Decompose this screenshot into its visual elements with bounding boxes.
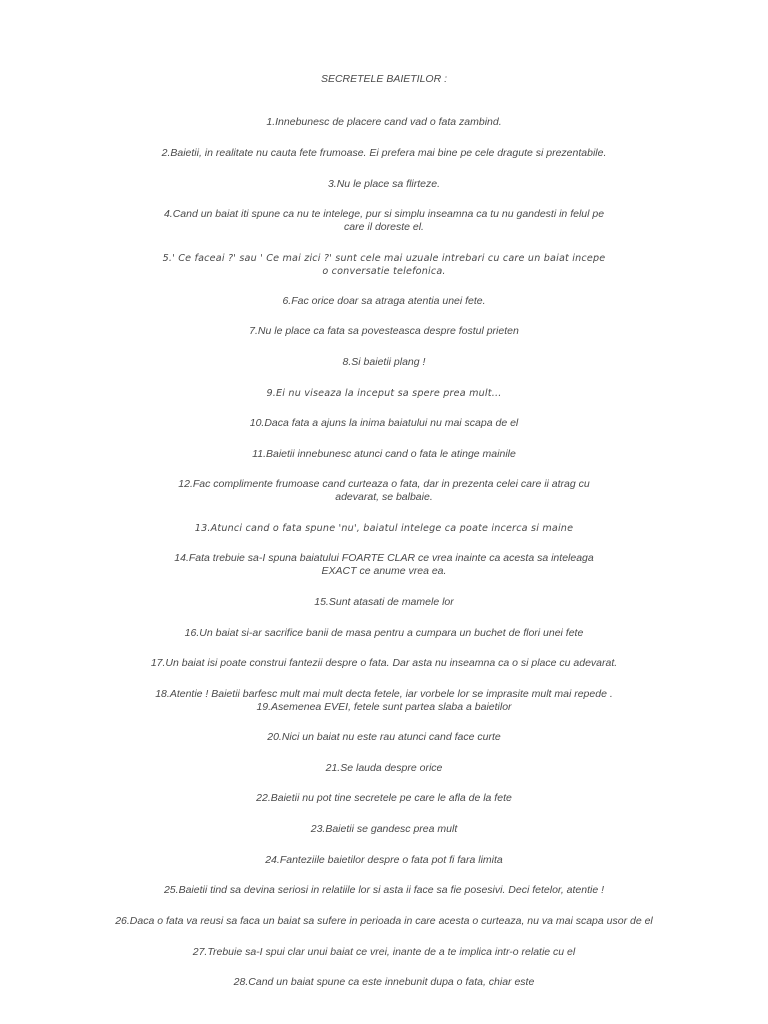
list-item: 12.Fac complimente frumoase cand curteaza o fata, dar in prezenta celei care ii atrag cu adevarat, se balbaie. — [178, 478, 590, 503]
list-item: 22.Baietii nu pot tine secretele pe care le afla de la fete — [256, 792, 512, 804]
list-item: 28.Cand un baiat spune ca este innebunit dupa o fata, chiar este — [233, 976, 535, 988]
document-title: SECRETELE BAIETILOR : — [320, 73, 448, 85]
list-item: 3.Nu le place sa flirteze. — [327, 178, 441, 190]
list-item: 19.Asemenea EVEI, fetele sunt partea slaba a baietilor — [256, 701, 512, 713]
list-item: 9.Ei nu viseaza la inceput sa spere prea mult... — [266, 388, 502, 399]
list-item: 5.' Ce faceai ?' sau ' Ce mai zici ?' sunt cele mai uzuale intrebari cu care un baiat incepe o conversatie telefonica. — [162, 253, 606, 277]
list-item: 21.Se lauda despre orice — [325, 762, 443, 774]
list-item: 26.Daca o fata va reusi sa faca un baiat sa sufere in perioada in care acesta o curteaza, nu va mai scapa usor de el — [115, 915, 653, 927]
list-item: 24.Fanteziile baietilor despre o fata pot fi fara limita — [265, 854, 503, 866]
list-item: 2.Baietii, in realitate nu cauta fete frumoase. Ei prefera mai bine pe cele dragute si prezentabile. — [161, 147, 607, 159]
list-item: 6.Fac orice doar sa atraga atentia unei fete. — [282, 295, 486, 307]
list-item: 14.Fata trebuie sa-I spuna baiatului FOARTE CLAR ce vrea inainte ca acesta sa inteleaga EXACT ce anume vrea ea. — [174, 552, 594, 577]
list-item: 17.Un baiat isi poate construi fantezii despre o fata. Dar asta nu inseamna ca o si place cu adevarat. — [150, 657, 618, 669]
list-item: 8.Si baietii plang ! — [342, 356, 426, 368]
list-item: 16.Un baiat si-ar sacrifice banii de masa pentru a cumpara un buchet de flori unei fete — [184, 627, 584, 639]
list-item: 27.Trebuie sa-I spui clar unui baiat ce vrei, inante de a te implica intr-o relatie cu el — [192, 946, 576, 958]
list-item: 15.Sunt atasati de mamele lor — [314, 596, 454, 608]
list-item: 25.Baietii tind sa devina seriosi in relatiile lor si asta ii face sa fie posesivi. Deci fetelor, atentie ! — [163, 884, 605, 896]
list-item: 18.Atentie ! Baietii barfesc mult mai mult decta fetele, iar vorbele lor se imprasite mult mai repede . — [155, 688, 613, 700]
list-item: 11.Baietii innebunesc atunci cand o fata le atinge mainile — [252, 448, 516, 460]
list-item: 10.Daca fata a ajuns la inima baiatului nu mai scapa de el — [249, 417, 519, 429]
list-item: 13.Atunci cand o fata spune 'nu', baiatul intelege ca poate incerca si maine — [194, 523, 574, 534]
list-item: 20.Nici un baiat nu este rau atunci cand face curte — [267, 731, 501, 743]
list-item: 4.Cand un baiat iti spune ca nu te intelege, pur si simplu inseamna ca tu nu gandesti in felul pe care il doreste el. — [163, 208, 605, 233]
list-item: 1.Innebunesc de placere cand vad o fata zambind. — [266, 116, 502, 128]
list-item: 23.Baietii se gandesc prea mult — [310, 823, 458, 835]
list-item: 7.Nu le place ca fata sa povesteasca despre fostul prieten — [249, 325, 519, 337]
